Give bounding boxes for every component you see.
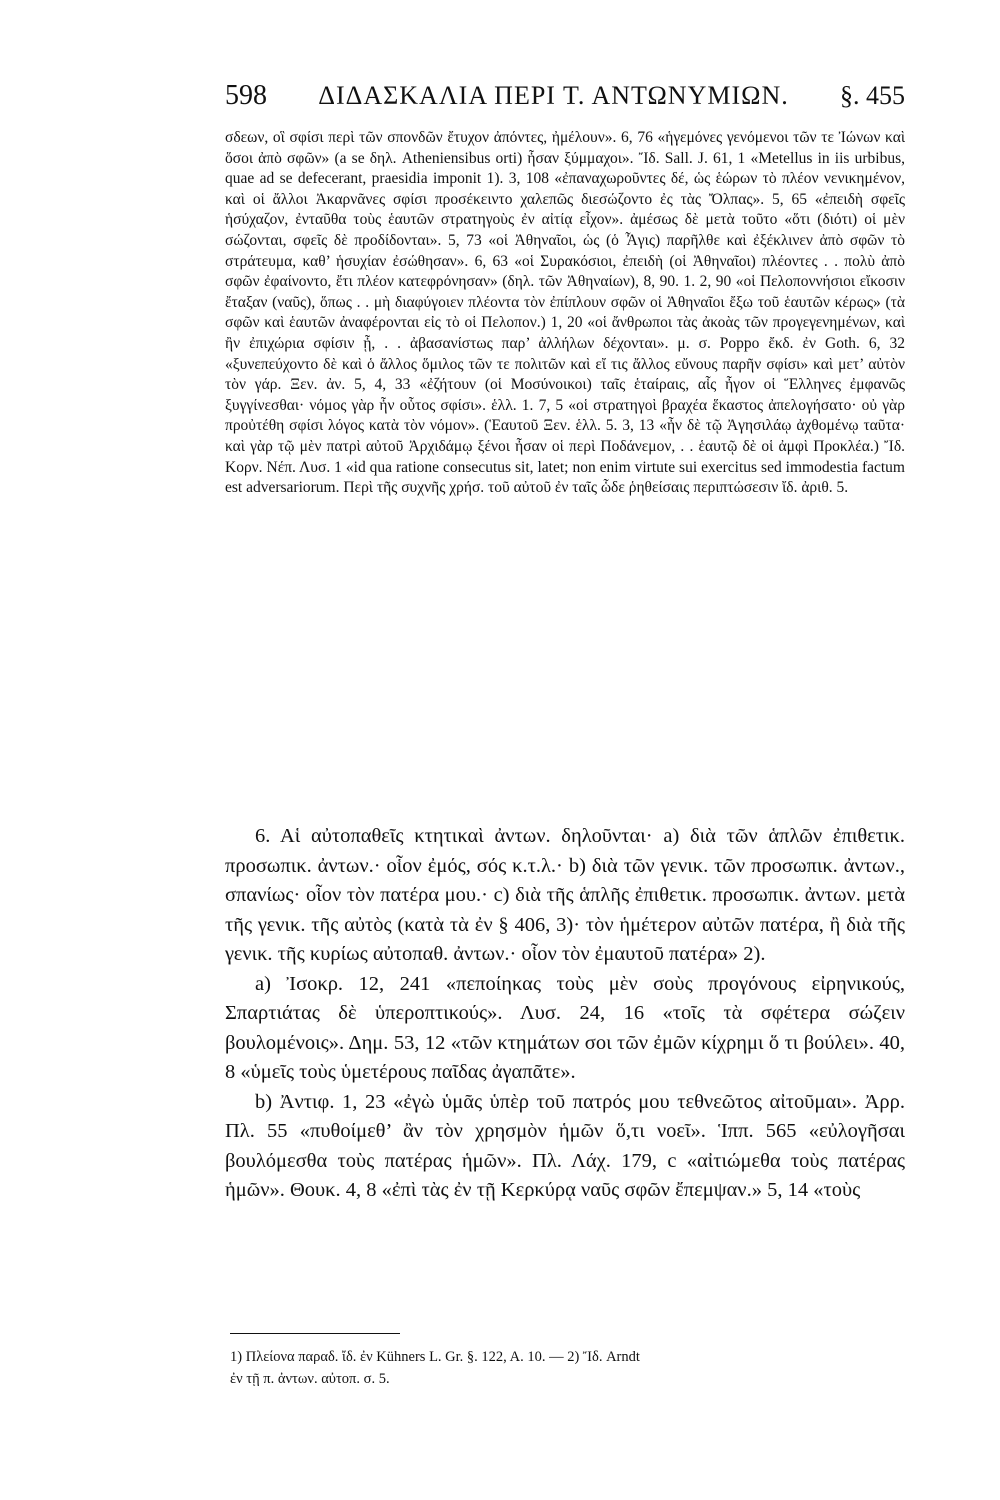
footnote-divider bbox=[230, 1333, 400, 1334]
page-number: 598 bbox=[225, 80, 267, 111]
paragraph-b: b) Ἀντιφ. 1, 23 «ἐγὼ ὑμᾶς ὑπὲρ τοῦ πατρός μου τεθνεῶτος αἰτοῦμαι». Ἀρρ. Πλ. 55 «πυθοίμεθ’ ἂν τὸν χρησμὸν ἡμῶν ὅ,τι νοεῖ». Ἱππ. 565 «εὐλογῆσαι βουλόμεσθα τοὺς πατέρας ἡμῶν». Πλ. Λάχ. 179, c «αἰτιώμεθα τοὺς πατέρας ἡμῶν». Θουκ. 4, 8 «ἐπὶ τὰς ἐν τῇ Κερκύρᾳ ναῦς σφῶν ἔπεμψαν.» 5, 14 «τοὺς bbox=[225, 1090, 905, 1201]
paragraph-a: a) Ἰσοκρ. 12, 241 «πεποίηκας τοὺς μὲν σοὺς προγόνους εἰρηνικούς, Σπαρτιάτας δὲ ὑπεροπτικούς». Λυσ. 24, 16 «τοῖς τὰ σφέτερα σώζειν βουλομένοις». Δημ. 53, 12 «τῶν κτημάτων σοι τῶν ἐμῶν κίχρημι ὅ τι βούλει». 40, 8 «ὑμεῖς τοὺς ὑμετέρους παῖδας ἀγαπᾶτε». bbox=[225, 972, 905, 1083]
footnote-line: 1) Πλείονα παραδ. ἴδ. ἐν Kühners L. Gr. §. 122, A. 10. — 2) Ἴδ. Arndt bbox=[230, 1349, 640, 1365]
paragraph-6: 6. Αἱ αὐτοπαθεῖς κτητικαὶ ἀντων. δηλοῦνται· a) διὰ τῶν ἁπλῶν ἐπιθετικ. προσωπικ. ἀντων.· οἷον ἐμός, σός κ.τ.λ.· b) διὰ τῶν γενικ. τῶν προσωπικ. ἀντων., σπανίως· οἷον τὸν πατέρα μου.· c) διὰ τῆς ἁπλῆς ἐπιθετικ. προσωπικ. ἀντων. μετὰ τῆς γενικ. τῆς αὐτὸς (κατὰ τὰ ἐν § 406, 3)· τὸν ἡμέτερον αὐτῶν πατέρα, ἢ διὰ τῆς γενικ. τῆς κυρίως αὐτοπαθ. ἀντων.· οἷον τὸν ἐμαυτοῦ πατέρα» 2). bbox=[225, 825, 905, 965]
small-print-paragraph bbox=[225, 128, 905, 499]
footnotes bbox=[230, 1346, 900, 1390]
footnote-line: ἐν τῇ π. ἀντων. αὐτοπ. σ. 5. bbox=[230, 1371, 390, 1387]
small-print-text: σδεων, οἳ σφίσι περὶ τῶν σπονδῶν ἔτυχον ἀπόντες, ἠμέλουν». 6, 76 «ἡγεμόνες γενόμενοι τῶν τε Ἰώνων καὶ ὅσοι ἀπὸ σφῶν» (a se δηλ. Atheniensibus orti) ἦσαν ξύμμαχοι». Ἴδ. Sall. J. 61, 1 «Metellus in iis urbibus, quae ad se defecerant, praesidia imponit 1). 3, 108 «ἐπαναχωροῦντες δέ, ὡς ἑώρων τὸ πλέον νενικημένον, καὶ οἱ ἄλλοι Ἀκαρνᾶνες σφίσι προσέκειντο χαλεπῶς διεσώζοντο ἐς τὰς Ὄλπας». 5, 65 «ἐπειδὴ σφεῖς ἡσύχαζον, ἐνταῦθα τοὺς ἑαυτῶν στρατηγοὺς ἐν αἰτίᾳ εἶχον». ἀμέσως δὲ μετὰ τοῦτο «ὅτι (διότι) οἱ μὲν σώζονται, σφεῖς δὲ προδίδονται». 5, 73 «οἱ Ἀθηναῖοι, ὡς (ὁ Ἆγις) παρῆλθε καὶ ἐξέκλινεν ἀπὸ σφῶν τὸ στράτευμα, καθ’ ἡσυχίαν ἐσώθησαν». 6, 63 «οἱ Συρακόσιοι, ἐπειδὴ (οἱ Ἀθηναῖοι) πλέοντες . . πολὺ ἀπὸ σφῶν ἐφαίνοντο, ἔτι πλέον κατεφρόνησαν» (δηλ. τῶν Ἀθηναίων), 8, 90. 1. 2, 90 «οἱ Πελοποννήσιοι εἴκοσιν ἔταξαν (ναῦς), ὅπως . . μὴ διαφύγοιεν πλέοντα τὸν ἐπίπλουν σφῶν οἱ Ἀθηναῖοι ἔξω τοῦ ἑαυτῶν κέρως» (τὰ σφῶν καὶ ἑαυτῶν ἀναφέρονται εἰς τὸ οἱ Πελοπον.) 1, 20 «οἱ ἄνθρωποι τὰς ἀκοὰς τῶν προγεγενημένων, καὶ ἢν ἐπιχώρια σφίσιν ᾖ, . . ἀβασανίστως παρ’ ἀλλήλων δέχονται». μ. σ. Poppo ἔκδ. ἐν Goth. 6, 32 «ξυνεπεύχοντο δὲ καὶ ὁ ἄλλος ὅμιλος τῶν τε πολιτῶν καὶ εἴ τις ἄλλος εὔνους παρῆν σφίσι» καὶ μετ’ αὐτὸν τὸν γάρ. Ξεν. ἀν. 5, 4, 33 «ἐζήτουν (οἱ Μοσύνοικοι) ταῖς ἑταίραις, αἷς ἦγον οἱ Ἕλληνες ἐμφανῶς ξυγγίνεσθαι· νόμος γὰρ ἦν οὗτος σφίσι». ἑλλ. 1. 7, 5 «οἱ στρατηγοὶ βραχέα ἕκαστος ἀπελογήσατο· οὐ γὰρ προὐτέθη σφίσι λόγος κατὰ τὸν νόμον». (Ἑαυτοῦ Ξεν. ἑλλ. 5. 3, 13 «ἦν δὲ τῷ Ἀγησιλάῳ ἀχθομένῳ ταῦτα· καὶ γὰρ τῷ μὲν πατρὶ αὐτοῦ Ἀρχιδάμῳ ξένοι ἦσαν οἱ περὶ Ποδάνεμον, . . ἑαυτῷ δὲ οἱ ἀμφὶ Προκλέα.) Ἴδ. Κορν. Νέπ. Λυσ. 1 «id qua ratione consecutus sit, latet; non enim virtute sui exercitus sed immodestia factum est adversariorum. Περὶ τῆς συχνῆς χρήσ. τοῦ αὐτοῦ ἐν ταῖς ὧδε ῥηθείσαις περιπτώσεσιν ἴδ. ἀριθ. 5. bbox=[225, 129, 905, 497]
running-title: ΔΙΔΑΣΚΑΛΙΑ ΠΕΡΙ Τ. ΑΝΤΩΝΥΜΙΩΝ. bbox=[318, 81, 789, 110]
section-number: §. 455 bbox=[839, 81, 905, 110]
main-text bbox=[225, 822, 905, 1206]
running-head bbox=[225, 80, 905, 120]
